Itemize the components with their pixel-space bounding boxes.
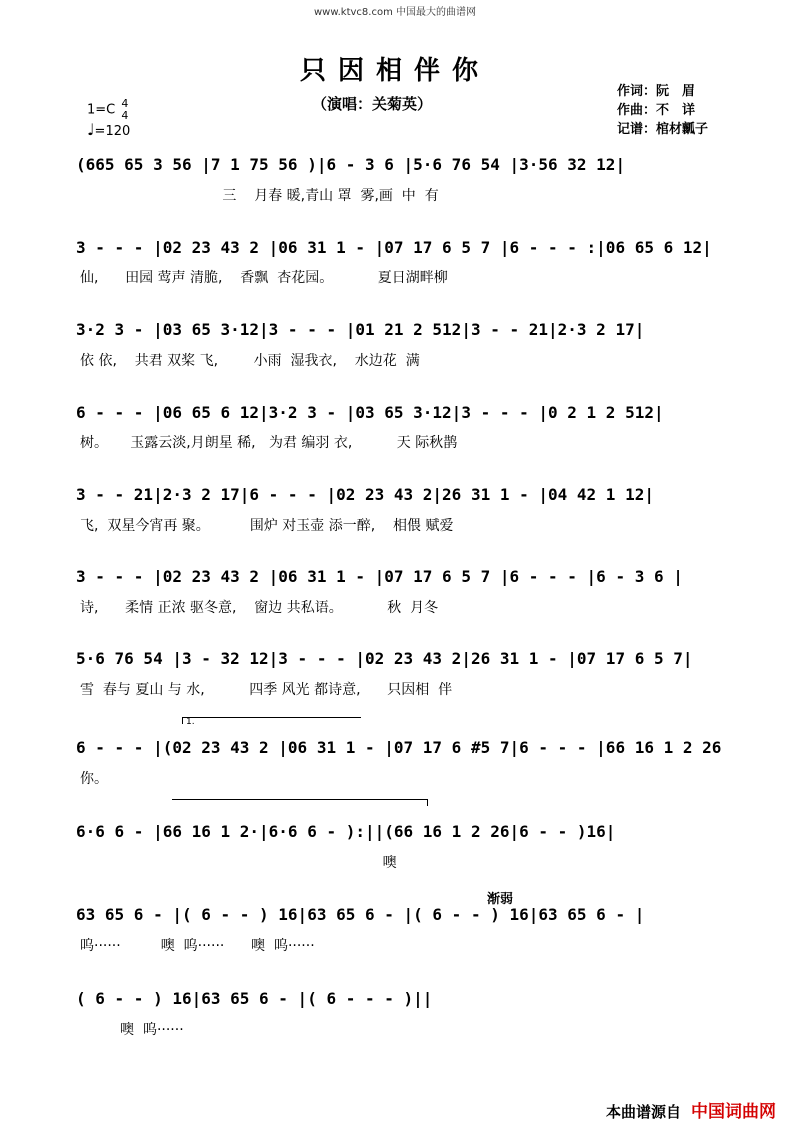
score-row: 5·6 76 54 |3 - 32 12|3 - - - |02 23 43 2|26 31 1 - |07 17 6 5 7| xyxy=(76,649,693,668)
time-signature xyxy=(121,98,128,122)
lyrics-row: 噢 呜······ xyxy=(80,1022,184,1038)
key-signature xyxy=(87,98,130,139)
score-row: 63 65 6 - |( 6 - - ) 16|63 65 6 - |( 6 - - ) 16|63 65 6 - | xyxy=(76,905,645,924)
lyrics-row: 雪 春与 夏山 与 水, 四季 风光 都诗意, 只因相 伴 xyxy=(80,682,453,698)
lyrics-row: 噢 xyxy=(80,855,397,871)
footer-source xyxy=(606,1097,776,1122)
volta-label: 1. xyxy=(186,717,195,727)
singer-credit: （演唱：关菊英） xyxy=(312,95,433,113)
score-row: 3 - - 21|2·3 2 17|6 - - - |02 23 43 2|26 31 1 - |04 42 1 12| xyxy=(76,485,654,504)
source-url-line: www.ktvc8.com 中国最大的曲谱网 xyxy=(313,7,476,18)
quarter-note-icon: ♩ xyxy=(87,120,95,139)
lyrics-row: 依 依, 共君 双桨 飞, 小雨 湿我衣, 水边花 满 xyxy=(80,353,420,369)
lyrics-row: 仙, 田园 莺声 清脆, 香飘 杏花园。 夏日湖畔柳 xyxy=(80,270,448,286)
lyricist-credit: 作词：阮 眉 xyxy=(617,84,696,99)
score-row: 6 - - - |(02 23 43 2 |06 31 1 - |07 17 6 #5 7|6 - - - |66 16 1 2 26 xyxy=(76,738,722,757)
score-row: 6·6 6 - |66 16 1 2·|6·6 6 - ):||(66 16 1 2 26|6 - - )16| xyxy=(76,822,616,841)
song-title: 只因相伴你 xyxy=(299,56,490,86)
score-row: ( 6 - - ) 16|63 65 6 - |( 6 - - - )|| xyxy=(76,989,433,1008)
tempo-label: =120 xyxy=(94,124,131,139)
footer-brand-link[interactable]: 中国词曲网 xyxy=(691,1102,776,1122)
key-label: 1=C xyxy=(87,102,116,118)
time-bottom: 4 xyxy=(121,109,129,122)
score-row: 3·2 3 - |03 65 3·12|3 - - - |01 21 2 512|3 - - 21|2·3 2 17| xyxy=(76,320,645,339)
score-row: 3 - - - |02 23 43 2 |06 31 1 - |07 17 6 5 7 |6 - - - :|06 65 6 12| xyxy=(76,238,712,257)
lyrics-row: 诗, 柔情 正浓 驱冬意, 窗边 共私语。 秋 月冬 xyxy=(80,600,439,616)
dim-marker: 渐弱 xyxy=(487,892,514,907)
lyrics-row: 你。 xyxy=(80,771,108,787)
lyrics-row: 飞, 双星今宵再 聚。 围炉 对玉壶 添一醉, 相偎 赋爱 xyxy=(80,518,454,534)
footer-source-label: 本曲谱源自 xyxy=(605,1103,681,1121)
lyrics-row: 三 月春 暖,青山 罩 雾,画 中 有 xyxy=(80,188,439,204)
time-top: 4 xyxy=(121,97,129,110)
lyrics-row: 呜······ 噢 呜······ 噢 呜······ xyxy=(80,938,315,954)
lyrics-row: 树。 玉露云淡,月朗星 稀, 为君 编羽 衣, 天 际秋鹊 xyxy=(80,435,458,451)
score-row: (665 65 3 56 |7 1 75 56 )|6 - 3 6 |5·6 76 54 |3·56 32 12| xyxy=(76,155,626,174)
transcriber-credit: 记谱：棺材瓤子 xyxy=(617,122,709,137)
score-row: 3 - - - |02 23 43 2 |06 31 1 - |07 17 6 5 7 |6 - - - |6 - 3 6 | xyxy=(76,567,683,586)
volta-bracket xyxy=(182,717,361,727)
score-row: 6 - - - |06 65 6 12|3·2 3 - |03 65 3·12|3 - - - |0 2 1 2 512| xyxy=(76,403,664,422)
repeat-bracket xyxy=(172,799,428,806)
composer-credit: 作曲：不 详 xyxy=(617,103,696,118)
credits-block xyxy=(617,82,708,139)
